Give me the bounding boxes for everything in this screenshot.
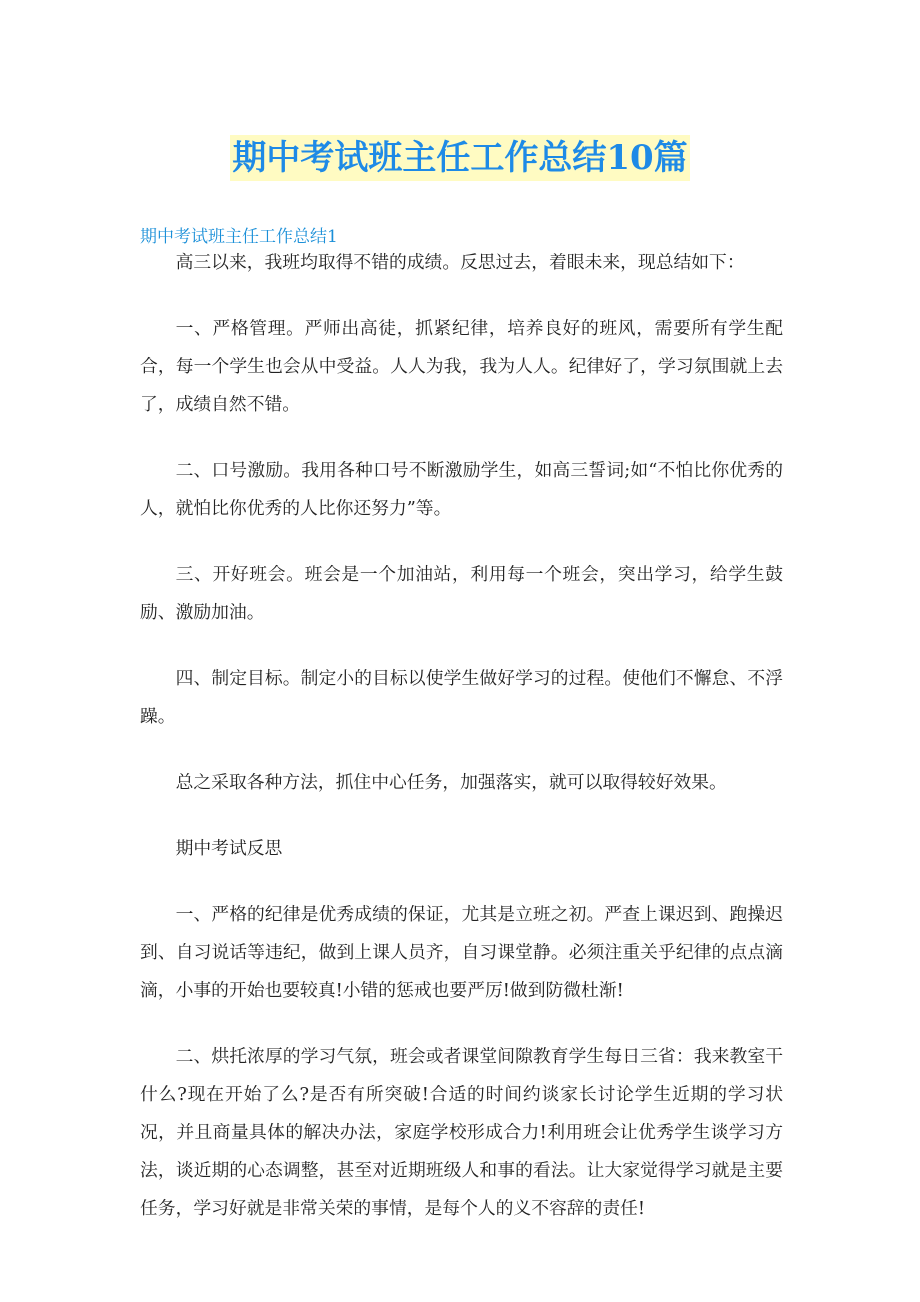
paragraph: 二、口号激励。我用各种口号不断激励学生，如高三誓词;如“不怕比你优秀的人，就怕比你优秀的人比你还努力”等。 <box>140 460 783 519</box>
title-container <box>0 135 920 181</box>
paragraph: 一、严格的纪律是优秀成绩的保证，尤其是立班之初。严查上课迟到、跑操迟到、自习说话等违纪，做到上课人员齐，自习课堂静。必须注重关乎纪律的点点滴滴，小事的开始也要较真!小错的惩戒也要严厉!做到防微杜渐! <box>140 904 783 1001</box>
paragraph: 高三以来，我班均取得不错的成绩。反思过去，着眼未来，现总结如下： <box>175 252 745 273</box>
paragraph: 一、严格管理。严师出高徒，抓紧纪律，培养良好的班风，需要所有学生配合，每一个学生也会从中受益。人人为我，我为人人。纪律好了，学习氛围就上去了，成绩自然不错。 <box>140 318 783 415</box>
paragraph: 四、制定目标。制定小的目标以使学生做好学习的过程。使他们不懈怠、不浮躁。 <box>140 668 783 727</box>
paragraph: 三、开好班会。班会是一个加油站，利用每一个班会，突出学习，给学生鼓励、激励加油。 <box>140 564 783 623</box>
section-heading: 期中考试班主任工作总结1 <box>140 227 338 247</box>
document-body <box>140 244 783 1256</box>
document-title: 期中考试班主任工作总结10篇 <box>230 135 689 181</box>
subsection-heading: 期中考试反思 <box>175 838 283 859</box>
paragraph: 总之采取各种方法，抓住中心任务，加强落实，就可以取得较好效果。 <box>175 772 727 793</box>
paragraph: 二、烘托浓厚的学习气氛，班会或者课堂间隙教育学生每日三省：我来教室干什么?现在开始了么?是否有所突破!合适的时间约谈家长讨论学生近期的学习状况，并且商量具体的解决办法，家庭学校形成合力!利用班会让优秀学生谈学习方法，谈近期的心态调整，甚至对近期班级人和事的看法。让大家觉得学习就是主要任务，学习好就是非常关荣的事情，是每个人的义不容辞的责任! <box>140 1046 783 1219</box>
